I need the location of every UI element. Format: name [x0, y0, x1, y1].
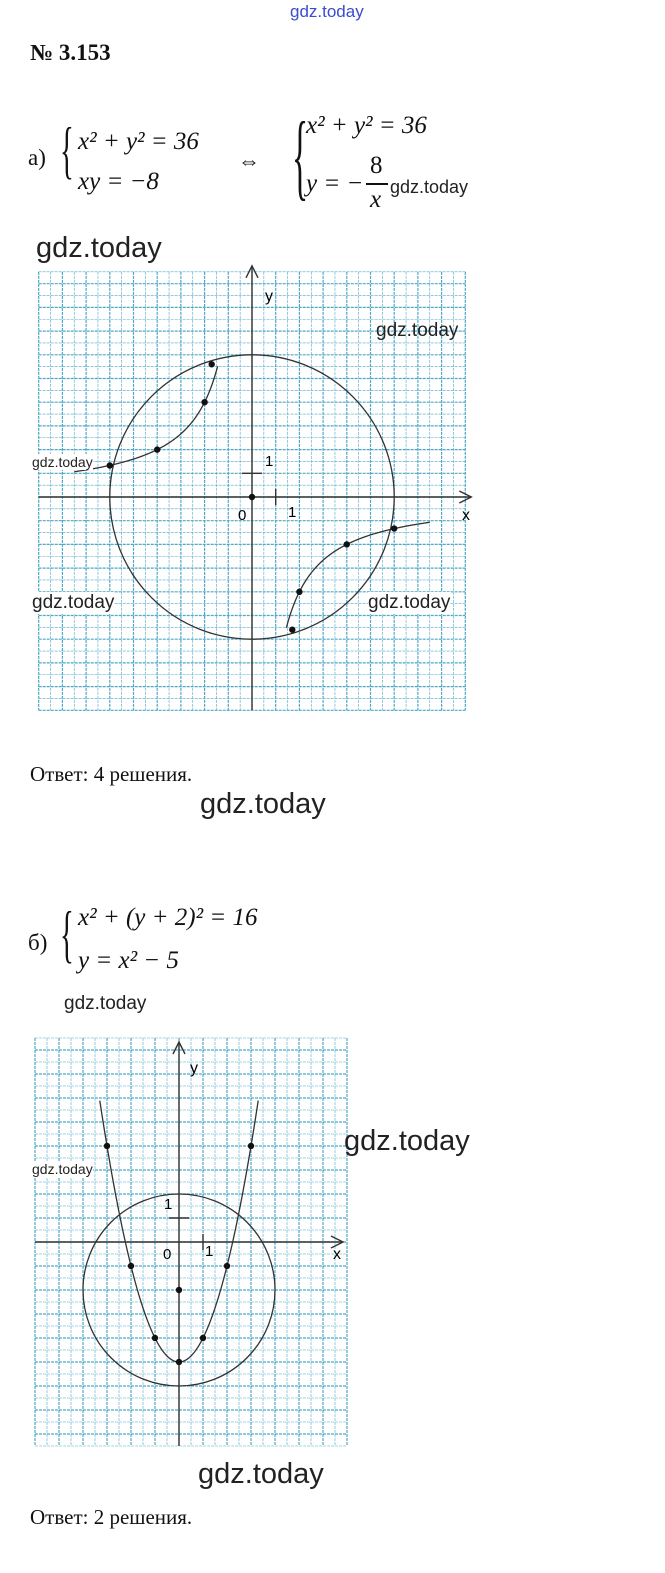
watermark-b-left: gdz.today [32, 1161, 93, 1177]
marked-point [289, 627, 295, 633]
part-a-fraction-num: 8 [370, 152, 383, 179]
axis-y-label: y [265, 288, 273, 305]
answer-b: Ответ: 2 решения. [30, 1505, 193, 1529]
origin-label: 0 [238, 507, 247, 524]
marked-point [107, 462, 113, 468]
marked-point [154, 446, 160, 452]
marked-point [201, 399, 207, 405]
marked-point [296, 589, 302, 595]
watermark-inline: gdz.today [390, 177, 469, 197]
watermark-top: gdz.today [290, 2, 364, 21]
equivalence-sign: ⇔ [238, 148, 260, 173]
marked-point [248, 1143, 254, 1149]
tick-x-label: 1 [205, 1243, 214, 1260]
marked-point [209, 361, 215, 367]
watermark-graph-a-bottom-left: gdz.today [32, 592, 115, 613]
watermark-graph-a-bottom-right: gdz.today [368, 592, 451, 613]
watermark-graph-a: gdz.today [36, 232, 162, 264]
marked-point [152, 1335, 158, 1341]
axis-y-label: y [190, 1060, 198, 1077]
part-a-brace-left: { [60, 114, 74, 185]
part-a-fraction-den: x [370, 186, 382, 213]
fraction-bar [366, 183, 388, 185]
part-a-label: а) [28, 145, 46, 170]
part-a-eq2-rhs-prefix: y = − [306, 170, 364, 197]
axis-x-label: x [462, 507, 470, 524]
part-b-eq2: y = x² − 5 [78, 947, 179, 974]
marked-point [104, 1143, 110, 1149]
marked-point [200, 1335, 206, 1341]
marked-point [128, 1263, 134, 1269]
marked-point [176, 1359, 182, 1365]
part-a-brace-right: { [292, 102, 309, 209]
tick-y-label: 1 [164, 1196, 173, 1213]
hyperbola-branch-left [74, 366, 217, 471]
answer-a: Ответ: 4 решения. [30, 762, 193, 786]
part-a-eq2-lhs: xy = −8 [78, 168, 159, 195]
tick-x-label: 1 [288, 504, 297, 521]
marked-point [224, 1263, 230, 1269]
marked-point [344, 541, 350, 547]
watermark-answer-a: gdz.today [200, 788, 326, 820]
watermark-b-right: gdz.today [344, 1125, 470, 1157]
watermark-graph-a-right: gdz.today [376, 320, 459, 341]
part-b-brace: { [60, 898, 74, 969]
watermark-b-top: gdz.today [64, 993, 147, 1014]
problem-number: № 3.153 [30, 40, 111, 65]
marked-point [249, 494, 255, 500]
part-a-eq1-lhs: x² + y² = 36 [78, 128, 199, 155]
origin-label: 0 [163, 1246, 172, 1263]
tick-y-label: 1 [265, 453, 274, 470]
part-b-eq1: x² + (y + 2)² = 16 [78, 904, 258, 931]
axis-x-label: x [333, 1246, 341, 1263]
watermark-b-bottom: gdz.today [198, 1458, 324, 1490]
graph-b [32, 1027, 352, 1467]
part-b-label: б) [28, 930, 48, 955]
watermark-graph-a-left: gdz.today [32, 454, 93, 470]
marked-point [391, 525, 397, 531]
marked-point [176, 1287, 182, 1293]
part-a-eq1-rhs: x² + y² = 36 [306, 112, 427, 139]
